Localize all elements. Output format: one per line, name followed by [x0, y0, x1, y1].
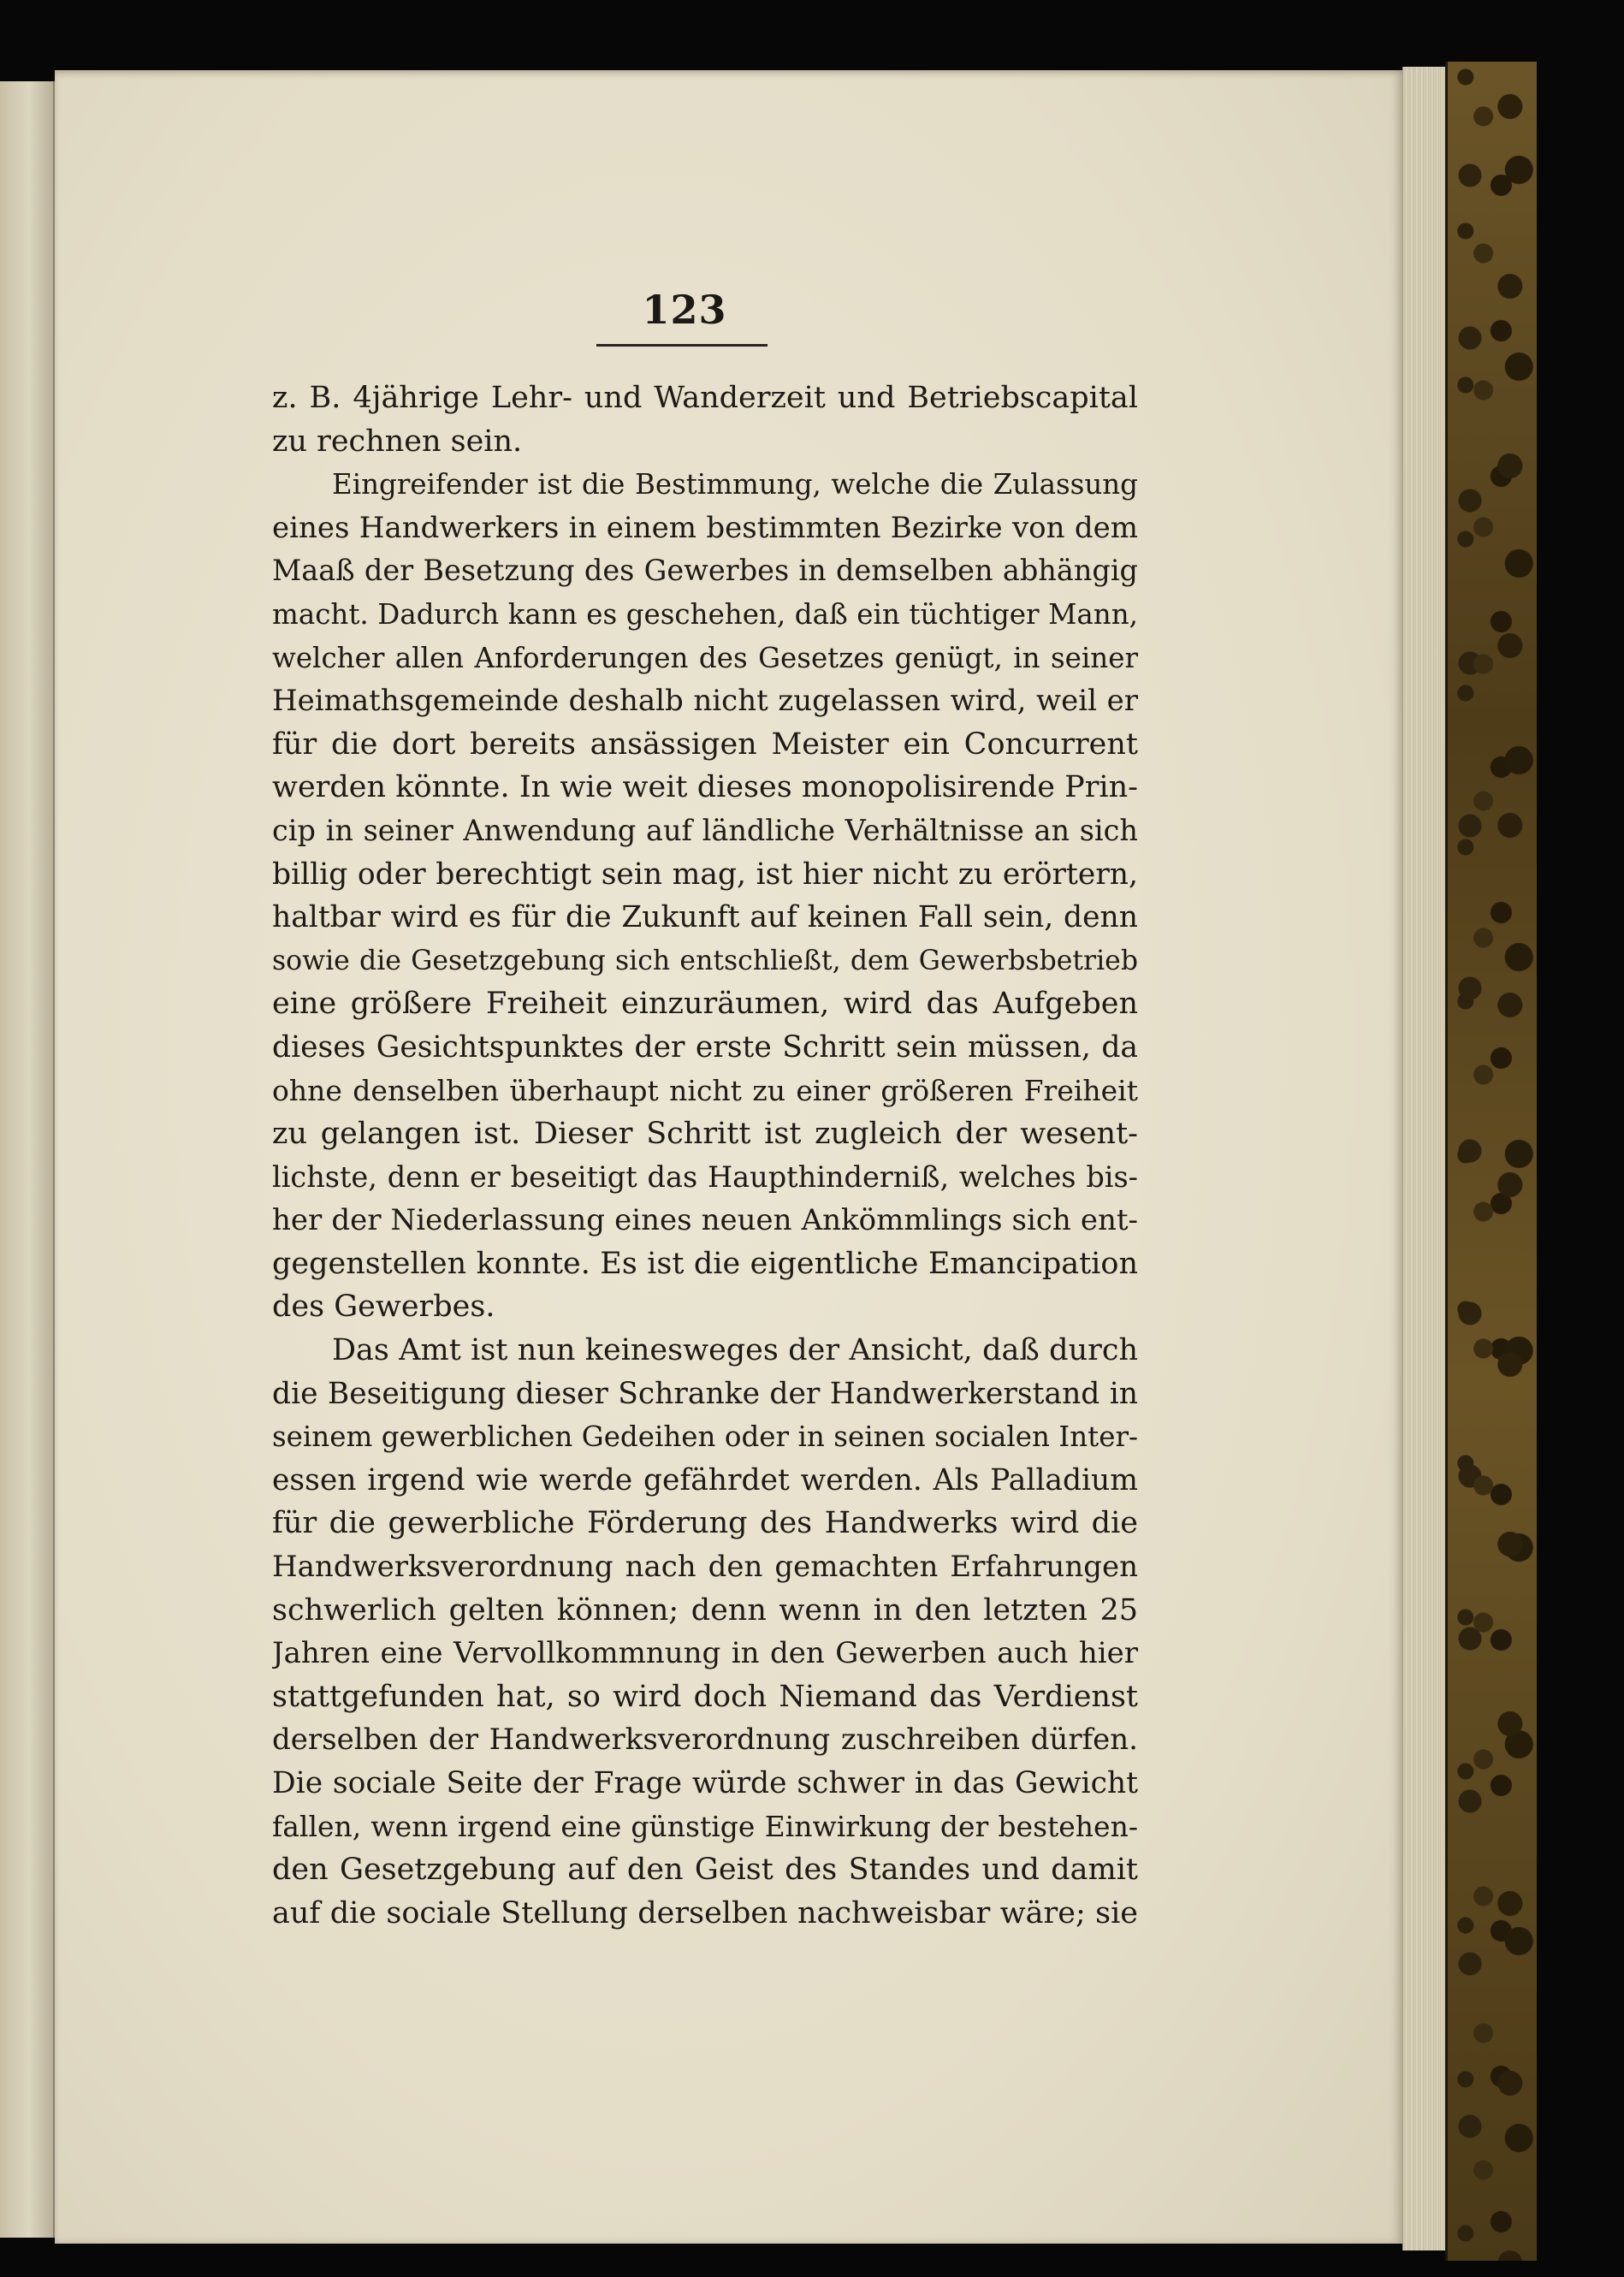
text-line: gegenstellen konnte. Es ist die eigentliche Emancipation — [272, 1246, 1138, 1281]
text-line: werden könnte. In wie weit dieses monopolisirende Prin- — [272, 770, 1138, 805]
marbled-cover — [1445, 62, 1537, 2261]
text-line: zu rechnen sein. — [272, 424, 523, 459]
text-line: des Gewerbes. — [272, 1290, 495, 1325]
text-line: haltbar wird es für die Zukunft auf keinen Fall sein, denn — [272, 900, 1138, 935]
text-line: auf die sociale Stellung derselben nachweisbar wäre; sie — [272, 1895, 1138, 1930]
text-line: Handwerksverordnung nach den gemachten Erfahrungen — [272, 1550, 1138, 1585]
text-line: Heimathsgemeinde deshalb nicht zugelassen wird, weil er — [272, 684, 1138, 719]
text-line: sowie die Gesetzgebung sich entschließt, dem Gewerbsbetrieb — [272, 945, 1138, 976]
text-line: lichste, denn er beseitigt das Haupthinderniß, welches bis- — [272, 1159, 1138, 1194]
text-line: Eingreifender ist die Bestimmung, welche die Zulassung — [332, 468, 1138, 501]
text-line: ohne denselben überhaupt nicht zu einer größeren Freiheit — [272, 1073, 1138, 1107]
text-line: macht. Dadurch kann es geschehen, daß ein tüchtiger Mann, — [272, 597, 1138, 631]
header-rule — [596, 344, 768, 347]
text-line: welcher allen Anforderungen des Gesetzes genügt, in seiner — [272, 641, 1138, 674]
text-line: stattgefunden hat, so wird doch Niemand das Verdienst — [272, 1679, 1138, 1714]
text-line: seinem gewerblichen Gedeihen oder in seinen socialen Inter- — [272, 1420, 1138, 1454]
text-line: schwerlich gelten können; denn wenn in den letzten 25 — [272, 1592, 1138, 1628]
text-line: Maaß der Besetzung des Gewerbes in demselben abhängig — [272, 554, 1138, 588]
text-line: billig oder berechtigt sein mag, ist hier nicht zu erörtern, — [272, 857, 1138, 892]
text-line: Das Amt ist nun keinesweges der Ansicht, daß durch — [332, 1333, 1138, 1368]
text-line: zu gelangen ist. Dieser Schritt ist zugleich der wesent- — [272, 1117, 1138, 1152]
text-line: her der Niederlassung eines neuen Ankömmlings sich ent- — [272, 1203, 1138, 1238]
text-line: dieses Gesichtspunktes der erste Schritt sein müssen, da — [272, 1029, 1138, 1064]
page-edges — [1402, 67, 1446, 2250]
text-line: eine größere Freiheit einzuräumen, wird das Aufgeben — [272, 987, 1138, 1022]
body-text — [272, 377, 1138, 1935]
text-line: eines Handwerkers in einem bestimmten Bezirke von dem — [272, 510, 1138, 545]
text-line: den Gesetzgebung auf den Geist des Standes und damit — [272, 1853, 1138, 1888]
text-line: die Beseitigung dieser Schranke der Handwerkerstand in — [272, 1376, 1138, 1411]
text-line: essen irgend wie werde gefährdet werden. Als Palladium — [272, 1462, 1138, 1497]
text-line: cip in seiner Anwendung auf ländliche Verhältnisse an sich — [272, 813, 1138, 847]
text-line: fallen, wenn irgend eine günstige Einwirkung der bestehen- — [272, 1809, 1138, 1843]
text-line: für die gewerbliche Förderung des Handwerks wird die — [272, 1506, 1138, 1541]
page-number: 123 — [642, 287, 727, 333]
facing-page-edge — [0, 81, 55, 2238]
text-line: Die sociale Seite der Frage würde schwer in das Gewicht — [272, 1766, 1138, 1800]
text-line: derselben der Handwerksverordnung zuschreiben dürfen. — [272, 1723, 1138, 1758]
text-line: z. B. 4jährige Lehr- und Wanderzeit und Betriebscapital — [272, 381, 1138, 415]
text-line: Jahren eine Vervollkommnung in den Gewerben auch hier — [272, 1636, 1138, 1671]
text-line: für die dort bereits ansässigen Meister ein Concurrent — [272, 726, 1138, 762]
